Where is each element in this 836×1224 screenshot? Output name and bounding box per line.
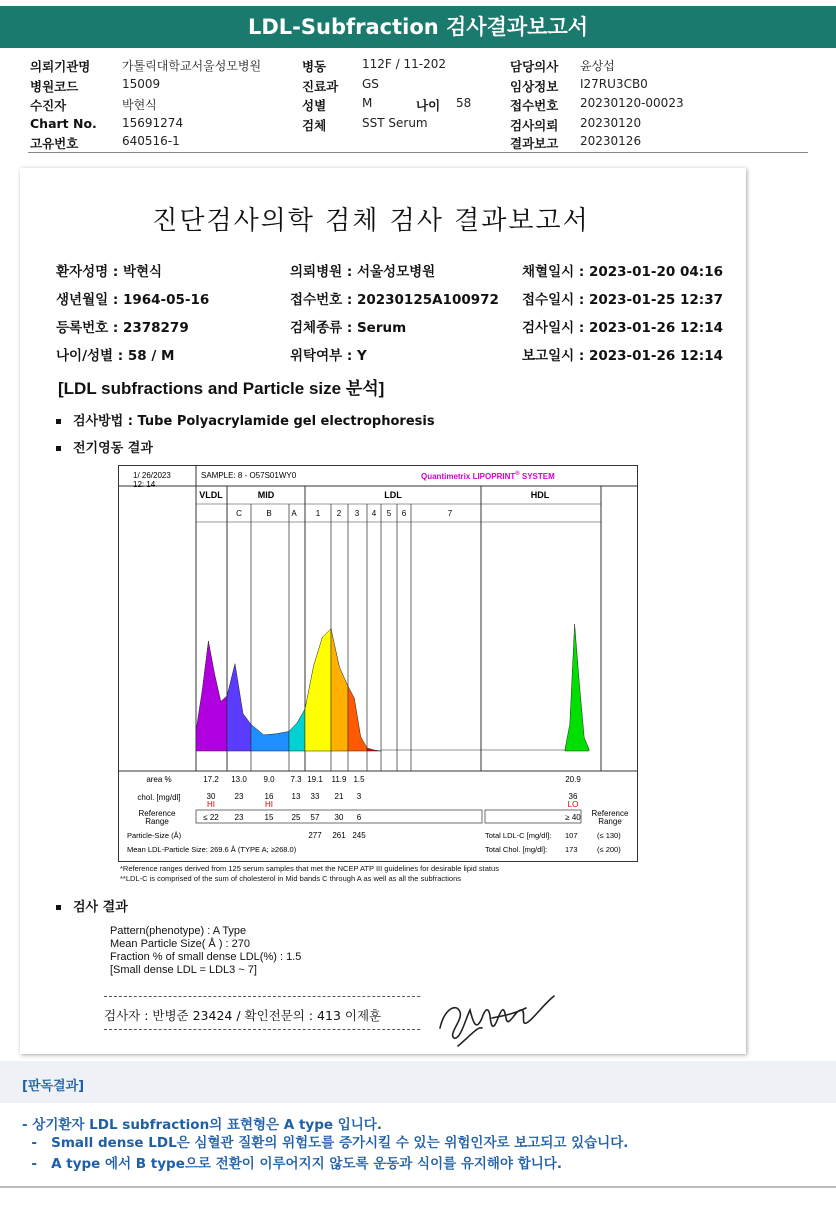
header-key: Chart No.	[30, 116, 97, 131]
chol-row-label: chol. [mg/dl]	[137, 793, 181, 802]
result-fraction: Fraction % of small dense LDL(%) : 1.5	[110, 951, 302, 963]
mean-size-line: Mean LDL-Particle Size: 269.6 Å (TYPE A; ≥268.0)	[127, 845, 297, 854]
total-ldl-ref: (≤ 130)	[597, 831, 621, 840]
mid-band-b	[251, 724, 289, 751]
chart-brand-name: Quantimetrix LIPOPRINT	[421, 472, 516, 481]
header-value: 112F / 11-202	[362, 57, 446, 71]
patient-field: 의뢰병원 : 서울성모병원	[290, 264, 436, 280]
band-label: 3	[354, 509, 360, 518]
electrophoresis-plot	[119, 466, 637, 861]
header-value: SST Serum	[362, 116, 428, 130]
area-value: 20.9	[565, 775, 581, 784]
signoff-text: 검사자 : 반병준 23424 / 확인전문의 : 413 이제훈	[104, 1008, 382, 1023]
group-label: MID	[257, 490, 275, 500]
header-value: 윤상섭	[580, 59, 615, 73]
ref-value: 25	[291, 813, 301, 822]
report-title-bar	[0, 6, 836, 48]
header-value: 20230126	[580, 134, 642, 148]
header-key: 의뢰기관명	[30, 59, 91, 74]
bullet-icon	[56, 419, 61, 424]
chol-value: 13	[291, 792, 301, 801]
header-key: 고유번호	[30, 136, 79, 151]
band-label: 4	[371, 509, 377, 518]
report-title: LDL-Subfraction 검사결과보고서	[247, 15, 589, 39]
result-mean-size: Mean Particle Size( Å ) : 270	[110, 938, 251, 950]
area-value: 11.9	[331, 775, 347, 784]
header-value: 가톨릭대학교서울성모병원	[122, 59, 262, 73]
mid-band-a	[289, 709, 305, 751]
chart-sample: SAMPLE: 8 - O57S01WY0	[201, 471, 297, 480]
interpretation-line: - 상기환자 LDL subfraction의 표현형은 A type 입니다.	[22, 1117, 382, 1133]
patient-field: 등록번호 : 2378279	[56, 320, 189, 336]
footnote-1: *Reference ranges derived from 125 serum samples that met the NCEP ATP III guidelines for desirable lipid status	[120, 864, 499, 873]
band-label: 5	[386, 509, 392, 518]
header-key: 임상정보	[510, 79, 559, 94]
signoff-top-rule	[104, 996, 420, 997]
ref-label-right: Reference	[591, 809, 629, 818]
chol-value: 36	[568, 792, 578, 801]
area-value: 7.3	[290, 775, 302, 784]
header-value: I27RU3CB0	[580, 77, 648, 91]
header-key: 담당의사	[510, 59, 559, 74]
signature-image	[430, 988, 560, 1054]
band-label: C	[236, 509, 242, 518]
method-label: 검사방법 : Tube Polyacrylamide gel electrophoresis	[73, 414, 435, 429]
group-label: LDL	[384, 490, 402, 500]
header-value: 15009	[122, 77, 161, 91]
chol-value: 33	[310, 792, 320, 801]
header-key: 성별	[302, 98, 327, 113]
mid-band-c	[227, 664, 251, 751]
area-value: 1.5	[353, 775, 365, 784]
total-ldl-label: Total LDL-C [mg/dl]:	[485, 831, 552, 840]
area-row-label: area %	[146, 775, 172, 784]
area-value: 19.1	[307, 775, 323, 784]
patient-field: 채혈일시 : 2023-01-20 04:16	[522, 264, 723, 280]
result-row	[56, 896, 128, 915]
lo-flag: LO	[567, 800, 579, 809]
header-value: 58	[456, 96, 472, 110]
footnote-2: **LDL-C is comprised of the sum of cholesterol in Mid bands C through A as well as all the subfractions	[120, 874, 462, 883]
patient-field: 환자성명 : 박현식	[56, 264, 163, 280]
band-label: 2	[336, 509, 342, 518]
header-key: 진료과	[302, 79, 339, 94]
patient-field: 생년월일 : 1964-05-16	[56, 292, 210, 308]
header-key: 검사의뢰	[510, 118, 559, 133]
group-label: VLDL	[199, 490, 223, 500]
result-label: 검사 결과	[73, 900, 128, 915]
header-value: M	[362, 96, 373, 110]
particle-size-value: 277	[308, 831, 322, 840]
lipoprint-chart	[118, 465, 638, 862]
patient-field: 접수일시 : 2023-01-25 12:37	[522, 292, 723, 308]
ref-row-label: Reference	[138, 809, 176, 818]
ref-value: 30	[334, 813, 344, 822]
interpretation-heading: [판독결과]	[22, 1079, 85, 1094]
particle-size-label: Particle-Size (Å)	[127, 831, 182, 840]
signoff-bottom-rule	[104, 1029, 420, 1030]
result-pattern: Pattern(phenotype) : A Type	[110, 925, 247, 937]
header-value: GS	[362, 77, 379, 91]
ldl-band-2	[331, 629, 348, 751]
interpretation-bar	[0, 1061, 836, 1103]
ldl-band-3	[348, 686, 367, 751]
header-key: 검체	[302, 118, 327, 133]
header-key: 나이	[416, 98, 441, 113]
patient-field: 나이/성별 : 58 / M	[56, 348, 175, 364]
particle-size-value: 261	[332, 831, 346, 840]
document-title: 진단검사의학 검체 검사 결과보고서	[152, 206, 590, 236]
total-chol-value: 173	[565, 845, 578, 854]
particle-size-value: 245	[352, 831, 366, 840]
band-label: A	[291, 509, 297, 518]
chart-brand-mark: ®	[515, 471, 520, 477]
total-ldl-value: 107	[565, 831, 578, 840]
chart-time: 12: 14	[133, 480, 156, 489]
header-value: 20230120	[580, 116, 642, 130]
chart-brand-suffix: SYSTEM	[519, 472, 555, 481]
header-value: 15691274	[122, 116, 184, 130]
ldl-band-1	[305, 629, 331, 751]
result-definition: [Small dense LDL = LDL3 ~ 7]	[110, 964, 257, 976]
patient-field: 검체종류 : Serum	[290, 320, 407, 336]
ldl-band-4	[367, 748, 381, 751]
header-value: 박현식	[122, 98, 157, 112]
chol-value: 30	[206, 792, 216, 801]
ref-value: ≤ 22	[203, 813, 219, 822]
value-table	[127, 775, 629, 854]
hi-flag: HI	[265, 800, 273, 809]
ref-value: 15	[264, 813, 274, 822]
hdl-peak	[565, 624, 589, 751]
ref-row-label: Range	[145, 817, 169, 826]
section-title: [LDL subfractions and Particle size 분석]	[58, 379, 385, 398]
vldl-peak	[196, 641, 227, 751]
area-value: 9.0	[263, 775, 275, 784]
area-value: 13.0	[231, 775, 247, 784]
chart-brand	[421, 470, 555, 481]
header-value: 20230120-00023	[580, 96, 684, 110]
bullet-icon	[56, 905, 61, 910]
interpretation-line: - Small dense LDL은 심혈관 질환의 위험도를 증가시킬 수 있는 위험인자로 보고되고 있습니다.	[22, 1135, 629, 1151]
patient-field: 접수번호 : 20230125A100972	[290, 292, 499, 308]
band-label: 1	[315, 509, 321, 518]
chart-date: 1/ 26/2023	[133, 471, 171, 480]
header-key: 병원코드	[30, 79, 79, 94]
header-key: 결과보고	[510, 136, 559, 151]
curve-layer	[196, 624, 589, 751]
ref-value: 6	[356, 813, 362, 822]
patient-field: 위탁여부 : Y	[290, 348, 367, 364]
area-value: 17.2	[203, 775, 219, 784]
ref-value: 23	[234, 813, 244, 822]
ref-label-right: Range	[598, 817, 622, 826]
header-divider	[28, 152, 808, 153]
patient-field: 보고일시 : 2023-01-26 12:14	[522, 348, 723, 364]
band-label: 6	[401, 509, 407, 518]
header-key: 접수번호	[510, 98, 559, 113]
group-label: HDL	[530, 490, 550, 500]
bullet-icon	[56, 446, 61, 451]
method-row	[56, 410, 435, 429]
total-chol-ref: (≤ 200)	[597, 845, 621, 854]
footer-divider	[0, 1186, 836, 1188]
header-key: 수진자	[30, 98, 67, 113]
ref-value: 57	[310, 813, 320, 822]
ref-value-hdl: ≥ 40	[565, 813, 581, 822]
band-label: B	[266, 509, 272, 518]
interpretation-line: - A type 에서 B type으로 전환이 이루어지지 않도록 운동과 식이를 유지해야 합니다.	[22, 1156, 562, 1172]
total-chol-label: Total Chol. [mg/dl]:	[485, 845, 548, 854]
electro-label: 전기영동 결과	[73, 441, 153, 456]
chol-value: 16	[264, 792, 274, 801]
chol-value: 21	[334, 792, 344, 801]
electro-row	[56, 437, 153, 456]
patient-field: 검사일시 : 2023-01-26 12:14	[522, 320, 723, 336]
header-value: 640516-1	[122, 134, 180, 148]
chol-value: 3	[356, 792, 362, 801]
band-label: 7	[447, 509, 453, 518]
hi-flag: HI	[207, 800, 215, 809]
chol-value: 23	[234, 792, 244, 801]
header-key: 병동	[302, 59, 327, 74]
